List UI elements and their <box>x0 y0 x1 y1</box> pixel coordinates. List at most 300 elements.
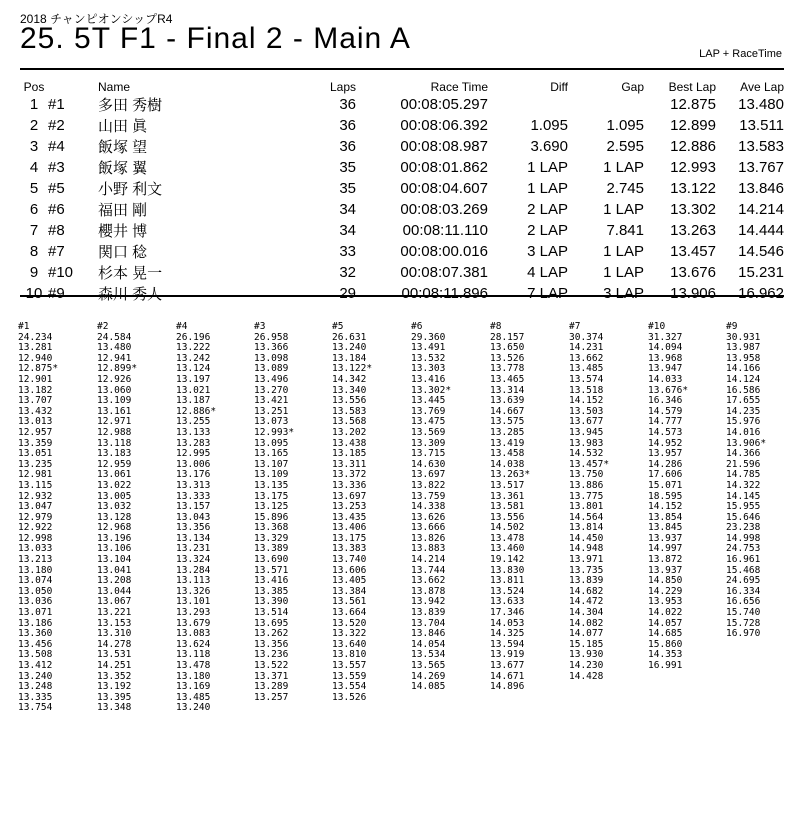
lap-time: 13.633 <box>490 596 525 608</box>
lap-time: 13.240 <box>18 670 53 682</box>
lap-time: 13.263* <box>490 469 531 481</box>
lap-time: 13.581 <box>490 501 525 513</box>
cell-driver-name: 飯塚 翼 <box>98 160 148 177</box>
lap-time: 13.676* <box>648 384 689 396</box>
col-header-gap: Gap <box>621 80 644 94</box>
lap-time: 13.074 <box>18 575 53 587</box>
lap-time: 13.248 <box>18 681 53 693</box>
results-header-row <box>20 80 784 94</box>
cell-diff: 3 LAP <box>527 243 568 260</box>
cell-driver-name: 福田 剛 <box>98 202 148 219</box>
lap-time: 13.475 <box>411 416 446 428</box>
lap-time: 13.704 <box>411 617 446 629</box>
lap-time: 13.314 <box>490 384 525 396</box>
lap-time: 13.583 <box>332 405 367 417</box>
lap-time: 13.257 <box>254 691 289 703</box>
lap-time: 13.419 <box>490 437 525 449</box>
lap-time: 13.041 <box>97 564 132 576</box>
lap-time: 13.385 <box>254 585 289 597</box>
result-row <box>20 262 784 283</box>
cell-driver-name: 櫻井 博 <box>98 223 148 240</box>
lap-time: 14.166 <box>726 363 761 375</box>
lap-time: 13.839 <box>569 575 604 587</box>
lap-time: 14.353 <box>648 649 683 661</box>
lap-time: 14.269 <box>411 670 446 682</box>
lap-time: 13.561 <box>332 596 367 608</box>
lap-time: 13.329 <box>254 532 289 544</box>
lap-time: 13.361 <box>490 490 525 502</box>
cell-race-time: 00:08:11.110 <box>402 222 488 239</box>
result-row <box>20 115 784 136</box>
lap-time: 13.532 <box>411 352 446 364</box>
lap-time: 31.327 <box>648 331 683 343</box>
lap-time: 13.416 <box>254 575 289 587</box>
cell-ave-lap: 13.583 <box>738 138 784 155</box>
lap-time: 14.053 <box>490 617 525 629</box>
lap-time: 13.036 <box>18 596 53 608</box>
cell-gap: 3 LAP <box>603 285 644 302</box>
lap-time: 14.230 <box>569 660 604 671</box>
cell-race-time: 00:08:08.987 <box>400 138 488 155</box>
lap-time: 14.573 <box>648 426 683 438</box>
lap-time: 13.133 <box>176 426 211 438</box>
lap-time: 13.677 <box>569 416 604 428</box>
cell-best-lap: 13.457 <box>670 243 716 260</box>
lap-time: 12.875* <box>18 363 59 375</box>
lap-time: 15.896 <box>254 511 289 523</box>
lap-time: 13.104 <box>97 554 132 566</box>
lap-time: 13.518 <box>569 384 604 396</box>
lap-time: 13.061 <box>97 469 132 481</box>
lap-time: 13.185 <box>332 448 367 460</box>
lap-time: 13.326 <box>176 585 211 597</box>
lap-time: 13.971 <box>569 554 604 566</box>
lap-time: 13.021 <box>176 384 211 396</box>
cell-driver-name: 関口 稔 <box>98 244 148 261</box>
cell-diff: 1.095 <box>530 117 568 134</box>
lap-time: 15.728 <box>726 617 761 629</box>
lap-time: 13.937 <box>648 532 683 544</box>
cell-laps: 36 <box>339 117 356 134</box>
cell-car-number: #8 <box>48 222 65 239</box>
lap-time: 13.677 <box>490 660 525 671</box>
lap-time: 14.564 <box>569 511 604 523</box>
lap-time: 16.586 <box>726 384 761 396</box>
cell-driver-name: 杉本 晃一 <box>98 265 163 282</box>
cell-laps: 36 <box>339 96 356 113</box>
lap-time: 29.360 <box>411 331 446 343</box>
lap-time: 13.957 <box>648 448 683 460</box>
lap-time: 14.450 <box>569 532 604 544</box>
lap-time: 14.630 <box>411 458 446 470</box>
cell-race-time: 00:08:00.016 <box>400 243 488 260</box>
lap-time: 13.135 <box>254 479 289 491</box>
cell-diff: 4 LAP <box>527 264 568 281</box>
cell-laps: 29 <box>339 285 356 302</box>
lap-time: 13.389 <box>254 543 289 555</box>
lap-time: 13.335 <box>18 691 53 703</box>
lap-time: 14.998 <box>726 532 761 544</box>
lap-time: 13.109 <box>254 469 289 481</box>
lap-time: 18.595 <box>648 490 683 502</box>
lap-time: 13.192 <box>97 681 132 693</box>
lap-time: 13.180 <box>18 564 53 576</box>
lap-time: 14.671 <box>490 670 525 682</box>
lap-time: 13.255 <box>176 416 211 428</box>
cell-best-lap: 12.899 <box>670 117 716 134</box>
lap-time: 13.270 <box>254 384 289 396</box>
lap-time: 13.309 <box>411 437 446 449</box>
lap-time: 13.626 <box>411 511 446 523</box>
lap-time: 13.435 <box>332 511 367 523</box>
lap-time: 13.368 <box>254 522 289 534</box>
lap-time: 13.352 <box>97 670 132 682</box>
cell-race-time: 00:08:07.381 <box>400 264 488 281</box>
lap-column <box>490 322 570 693</box>
lap-time: 13.051 <box>18 448 53 460</box>
results-rule <box>20 295 784 297</box>
lap-time: 13.047 <box>18 501 53 513</box>
cell-car-number: #5 <box>48 180 65 197</box>
lap-time: 13.118 <box>97 437 132 449</box>
lap-time: 13.113 <box>176 575 211 587</box>
lap-time: 14.016 <box>726 426 761 438</box>
lap-time: 13.006 <box>176 458 211 470</box>
lap-time: 14.896 <box>490 681 525 693</box>
lap-column-car: #6 <box>411 321 423 332</box>
lap-time: 13.213 <box>18 554 53 566</box>
lap-time: 17.655 <box>726 395 761 407</box>
lap-time: 30.374 <box>569 331 604 343</box>
lap-time: 14.502 <box>490 522 525 534</box>
lap-time: 14.057 <box>648 617 683 629</box>
cell-car-number: #2 <box>48 117 65 134</box>
lap-time: 13.073 <box>254 416 289 428</box>
lap-time: 14.952 <box>648 437 683 449</box>
lap-time: 13.987 <box>726 342 761 354</box>
lap-time: 14.038 <box>490 458 525 470</box>
cell-pos: 4 <box>29 159 39 176</box>
cell-pos: 3 <box>29 138 39 155</box>
lap-time: 14.278 <box>97 638 132 650</box>
col-header-pos: Pos <box>23 80 45 94</box>
lap-time: 13.083 <box>176 628 211 640</box>
cell-race-time: 00:08:01.862 <box>400 159 488 176</box>
lap-time: 14.428 <box>569 670 604 682</box>
lap-time: 13.556 <box>332 395 367 407</box>
lap-time: 24.695 <box>726 575 761 587</box>
cell-diff: 2 LAP <box>527 201 568 218</box>
lap-time: 14.948 <box>569 543 604 555</box>
lap-time: 14.077 <box>569 628 604 640</box>
lap-time: 13.313 <box>176 479 211 491</box>
lap-time: 14.235 <box>726 405 761 417</box>
lap-time: 13.186 <box>18 617 53 629</box>
lap-time: 13.310 <box>97 628 132 640</box>
col-header-ave-lap: Ave Lap <box>740 80 784 94</box>
lap-time: 14.342 <box>332 373 367 385</box>
cell-race-time: 00:08:06.392 <box>400 117 488 134</box>
lap-time: 13.356 <box>176 522 211 534</box>
cell-gap: 1 LAP <box>603 243 644 260</box>
lap-time: 19.142 <box>490 554 525 566</box>
lap-time: 12.993* <box>254 426 295 438</box>
lap-time: 13.839 <box>411 607 446 619</box>
lap-time: 13.118 <box>176 649 211 661</box>
lap-time: 13.197 <box>176 373 211 385</box>
lap-time: 13.406 <box>332 522 367 534</box>
lap-time: 12.926 <box>97 373 132 385</box>
lap-time: 15.646 <box>726 511 761 523</box>
lap-time: 13.810 <box>332 649 367 661</box>
lap-time: 14.785 <box>726 469 761 481</box>
lap-time: 13.744 <box>411 564 446 576</box>
lap-time: 13.666 <box>411 522 446 534</box>
cell-ave-lap: 16.962 <box>738 285 784 302</box>
lap-time: 14.682 <box>569 585 604 597</box>
lap-time: 13.390 <box>254 596 289 608</box>
lap-time: 13.395 <box>97 691 132 703</box>
lap-time: 13.098 <box>254 352 289 364</box>
cell-car-number: #4 <box>48 138 65 155</box>
page-title: 25. 5T F1 - Final 2 - Main A <box>20 22 411 55</box>
lap-time: 13.202 <box>332 426 367 438</box>
cell-gap: 1 LAP <box>603 201 644 218</box>
cell-laps: 36 <box>339 138 356 155</box>
lap-time: 13.107 <box>254 458 289 470</box>
result-row <box>20 220 784 241</box>
lap-time: 13.878 <box>411 585 446 597</box>
cell-pos: 6 <box>29 201 39 218</box>
lap-time: 14.850 <box>648 575 683 587</box>
lap-time: 12.959 <box>97 458 132 470</box>
lap-time: 13.937 <box>648 564 683 576</box>
cell-ave-lap: 14.444 <box>738 222 784 239</box>
lap-time: 13.491 <box>411 342 446 354</box>
cell-pos: 2 <box>29 117 39 134</box>
cell-ave-lap: 13.480 <box>738 96 784 113</box>
col-header-car <box>48 80 98 94</box>
cell-ave-lap: 13.767 <box>738 159 784 176</box>
cell-best-lap: 12.875 <box>670 96 716 113</box>
lap-time: 13.662 <box>569 352 604 364</box>
lap-time: 16.970 <box>726 628 761 640</box>
lap-time: 13.302* <box>411 384 452 396</box>
lap-time: 14.472 <box>569 596 604 608</box>
lap-time: 15.976 <box>726 416 761 428</box>
lap-time: 13.236 <box>254 649 289 661</box>
lap-time: 12.979 <box>18 511 53 523</box>
lap-time: 14.094 <box>648 342 683 354</box>
lap-time: 13.569 <box>411 426 446 438</box>
cell-car-number: #1 <box>48 96 65 113</box>
cell-laps: 34 <box>339 222 356 239</box>
result-row <box>20 178 784 199</box>
lap-time: 13.322 <box>332 628 367 640</box>
cell-gap: 1 LAP <box>603 159 644 176</box>
lap-time: 13.778 <box>490 363 525 375</box>
lap-time: 13.324 <box>176 554 211 566</box>
lap-time: 16.334 <box>726 585 761 597</box>
lap-time: 13.942 <box>411 596 446 608</box>
col-header-diff: Diff <box>550 80 568 94</box>
lap-time: 13.735 <box>569 564 604 576</box>
cell-car-number: #9 <box>48 285 65 302</box>
lap-time: 13.071 <box>18 607 53 619</box>
lap-time: 13.101 <box>176 596 211 608</box>
lap-time: 13.165 <box>254 448 289 460</box>
lap-column <box>97 322 177 714</box>
cell-race-time: 00:08:05.297 <box>400 96 488 113</box>
lap-time: 13.122* <box>332 363 373 375</box>
lap-column-car: #7 <box>569 321 581 332</box>
lap-time: 13.032 <box>97 501 132 513</box>
event-name: 2018 チャンピオンシップR4 <box>20 12 173 26</box>
lap-time: 13.340 <box>332 384 367 396</box>
lap-time: 13.253 <box>332 501 367 513</box>
lap-time: 13.930 <box>569 649 604 661</box>
cell-laps: 34 <box>339 201 356 218</box>
cell-ave-lap: 14.546 <box>738 243 784 260</box>
cell-pos: 9 <box>29 264 39 281</box>
lap-time: 13.514 <box>254 607 289 619</box>
lap-time: 13.565 <box>411 660 446 671</box>
lap-time: 26.958 <box>254 331 289 343</box>
lap-time: 13.222 <box>176 342 211 354</box>
lap-time: 13.044 <box>97 585 132 597</box>
lap-time: 13.359 <box>18 437 53 449</box>
lap-time: 13.240 <box>176 702 211 714</box>
lap-column-car: #1 <box>18 321 30 332</box>
lap-column <box>726 322 800 640</box>
lap-time: 13.458 <box>490 448 525 460</box>
lap-time: 14.667 <box>490 405 525 417</box>
col-header-name: Name <box>98 80 131 94</box>
lap-time: 23.238 <box>726 522 761 534</box>
lap-time: 14.054 <box>411 638 446 650</box>
lap-time: 13.524 <box>490 585 525 597</box>
cell-best-lap: 13.676 <box>670 264 716 281</box>
lap-time: 13.953 <box>648 596 683 608</box>
cell-pos: 1 <box>29 96 39 113</box>
cell-ave-lap: 13.511 <box>739 117 784 134</box>
cell-pos: 7 <box>29 222 39 239</box>
lap-time: 13.695 <box>254 617 289 629</box>
lap-time: 13.958 <box>726 352 761 364</box>
cell-ave-lap: 14.214 <box>738 201 784 218</box>
lap-column-car: #3 <box>254 321 266 332</box>
lap-time: 24.234 <box>18 331 53 343</box>
lap-time: 13.095 <box>254 437 289 449</box>
lap-time: 13.830 <box>490 564 525 576</box>
cell-laps: 33 <box>339 243 356 260</box>
lap-time: 15.185 <box>569 638 604 650</box>
lap-time: 13.750 <box>569 469 604 481</box>
lap-time: 13.333 <box>176 490 211 502</box>
lap-time: 12.998 <box>18 532 53 544</box>
lap-time: 13.050 <box>18 585 53 597</box>
lap-time: 13.242 <box>176 352 211 364</box>
cell-gap: 7.841 <box>606 222 644 239</box>
cell-best-lap: 13.302 <box>670 201 716 218</box>
lap-time: 13.372 <box>332 469 367 481</box>
lap-time: 13.022 <box>97 479 132 491</box>
lap-time: 13.289 <box>254 681 289 693</box>
lap-time: 13.384 <box>332 585 367 597</box>
lap-time: 13.124 <box>176 363 211 375</box>
lap-time: 14.532 <box>569 448 604 460</box>
lap-time: 13.754 <box>18 702 53 714</box>
lap-time: 13.366 <box>254 342 289 354</box>
lap-time: 13.240 <box>332 342 367 354</box>
lap-time: 13.662 <box>411 575 446 587</box>
cell-ave-lap: 13.846 <box>738 180 784 197</box>
cell-car-number: #10 <box>48 264 74 281</box>
lap-time: 13.183 <box>97 448 132 460</box>
lap-time: 13.872 <box>648 554 683 566</box>
lap-time: 16.346 <box>648 395 683 407</box>
lap-time: 13.457* <box>569 458 610 470</box>
lap-time: 13.175 <box>332 532 367 544</box>
lap-time: 13.769 <box>411 405 446 417</box>
lap-time: 13.005 <box>97 490 132 502</box>
lap-time: 13.485 <box>176 691 211 703</box>
cell-laps: 35 <box>339 180 356 197</box>
lap-time: 13.554 <box>332 681 367 693</box>
lap-time: 12.922 <box>18 522 53 534</box>
lap-time: 13.556 <box>490 511 525 523</box>
lap-time: 13.508 <box>18 649 53 661</box>
cell-diff: 1 LAP <box>527 159 568 176</box>
lap-time: 13.043 <box>176 511 211 523</box>
lap-time: 21.596 <box>726 458 761 470</box>
lap-time: 14.082 <box>569 617 604 629</box>
lap-time: 13.531 <box>97 649 132 661</box>
lap-column-car: #5 <box>332 321 344 332</box>
lap-time: 13.811 <box>490 575 525 587</box>
lap-time: 13.221 <box>97 607 132 619</box>
cell-laps: 32 <box>339 264 356 281</box>
results-table <box>20 80 784 304</box>
lap-time: 17.606 <box>648 469 683 481</box>
lap-column <box>254 322 334 703</box>
lap-time: 13.169 <box>176 681 211 693</box>
lap-time: 13.383 <box>332 543 367 555</box>
lap-time: 13.574 <box>569 373 604 385</box>
cell-race-time: 00:08:04.607 <box>400 180 488 197</box>
lap-time: 15.071 <box>648 479 683 491</box>
lap-time: 24.753 <box>726 543 761 555</box>
lap-time: 13.456 <box>18 638 53 650</box>
lap-time: 12.981 <box>18 469 53 481</box>
lap-time: 13.624 <box>176 638 211 650</box>
lap-time: 13.557 <box>332 660 367 671</box>
lap-time: 13.182 <box>18 384 53 396</box>
cell-gap <box>568 94 644 115</box>
lap-time: 13.060 <box>97 384 132 396</box>
lap-time: 16.991 <box>648 660 683 671</box>
lap-time: 13.231 <box>176 543 211 555</box>
lap-time: 26.196 <box>176 331 211 343</box>
lap-time: 13.356 <box>254 638 289 650</box>
lap-time: 13.568 <box>332 416 367 428</box>
lap-time: 13.640 <box>332 638 367 650</box>
result-row <box>20 136 784 157</box>
lap-time: 13.854 <box>648 511 683 523</box>
lap-time: 13.526 <box>332 691 367 703</box>
lap-time: 13.517 <box>490 479 525 491</box>
lap-time: 13.814 <box>569 522 604 534</box>
